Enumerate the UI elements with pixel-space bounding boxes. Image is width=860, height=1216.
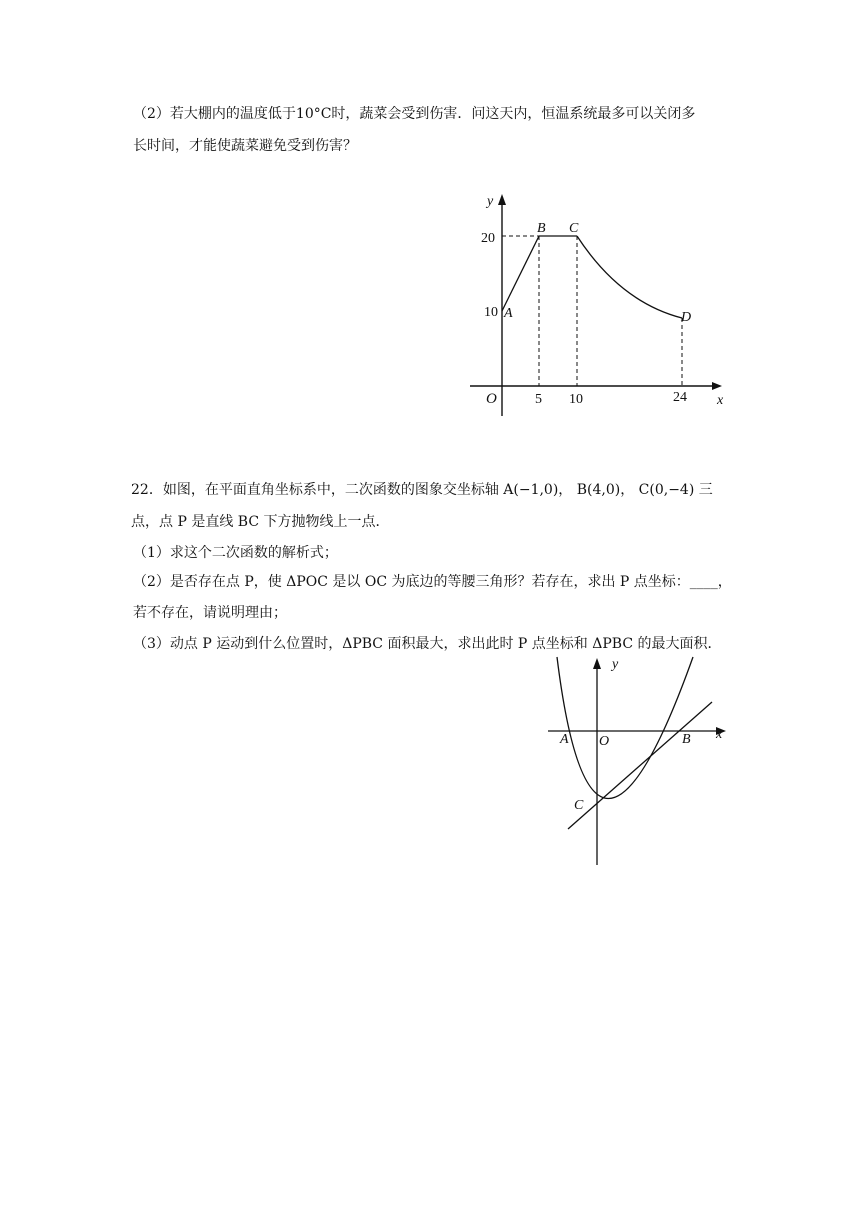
point-B-label: B [537, 221, 546, 236]
origin-label: O [599, 734, 610, 749]
q22-part2-line2: 若不存在，请说明理由； [133, 605, 287, 621]
x-tick-5: 5 [535, 392, 542, 407]
q21-part2-line2: 长时间，才能使蔬菜避免受到伤害？ [133, 138, 357, 154]
curve-CD [577, 236, 682, 318]
x-axis-label: x [716, 727, 723, 742]
q22-line1: 22．如图，在平面直角坐标系中，二次函数的图象交坐标轴 A(−1,0)， B(4,0)， C(0,−4) 三 [131, 482, 713, 498]
q22-part2-line1: （2）是否存在点 P，使 ΔPOC 是以 OC 为底边的等腰三角形？若存在，求出 P 点坐标：____， [133, 574, 732, 590]
y-axis-label: y [487, 194, 494, 209]
parabola-graph [540, 652, 740, 872]
temperature-graph [460, 190, 730, 420]
x-tick-10: 10 [569, 392, 583, 407]
origin-label: O [486, 391, 497, 407]
x-axis-arrow [712, 382, 722, 390]
y-axis-label: y [612, 657, 619, 672]
line-BC [568, 702, 712, 829]
point-C-label: C [569, 221, 579, 236]
q22-part3: （3）动点 P 运动到什么位置时，ΔPBC 面积最大，求出此时 P 点坐标和 ΔPBC 的最大面积． [133, 636, 722, 652]
segment-AB [502, 236, 539, 311]
point-A-label: A [560, 732, 569, 747]
q22-line2: 点，点 P 是直线 BC 下方抛物线上一点． [131, 514, 390, 530]
q21-part2-line1: （2）若大棚内的温度低于10°C时，蔬菜会受到伤害．问这天内，恒温系统最多可以关闭多 [133, 106, 696, 122]
y-axis-arrow [593, 658, 601, 669]
parabola [557, 657, 693, 799]
q22-part1: （1）求这个二次函数的解析式； [133, 545, 338, 561]
x-axis-label: x [717, 393, 724, 408]
point-B-label: B [682, 732, 691, 747]
point-C-label: C [574, 798, 584, 813]
y-axis-arrow [498, 194, 506, 205]
point-D-label: D [681, 310, 692, 325]
point-A-label: A [504, 306, 513, 321]
x-tick-24: 24 [673, 390, 687, 405]
y-tick-20: 20 [481, 231, 495, 246]
y-tick-10: 10 [484, 305, 498, 320]
